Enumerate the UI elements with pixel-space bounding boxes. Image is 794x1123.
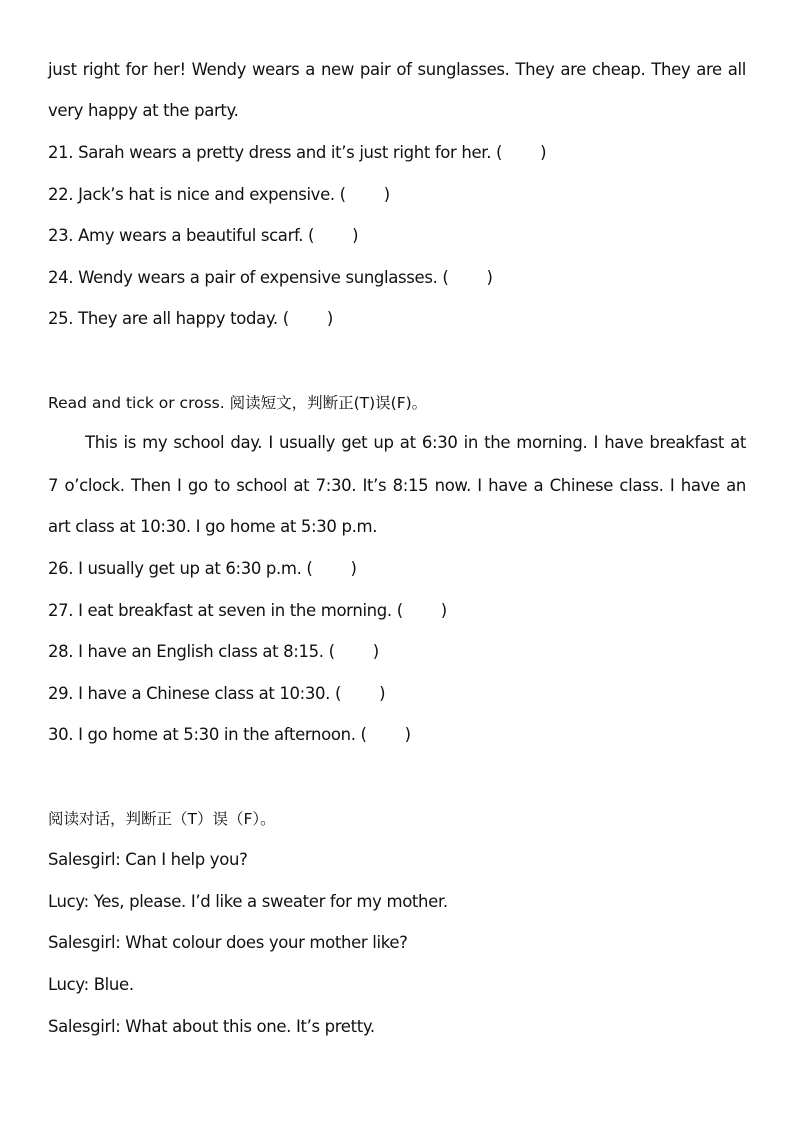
section-3-title: 阅读对话，判断正（T）误（F）。 xyxy=(48,810,276,828)
question-text: . Jack’s hat is nice and expensive. ( xyxy=(68,185,346,204)
question-22 xyxy=(48,184,390,206)
question-21 xyxy=(48,142,546,164)
question-text: . I usually get up at 6:30 p.m. ( xyxy=(68,559,313,578)
question-30 xyxy=(48,724,411,746)
question-text: . I go home at 5:30 in the afternoon. ( xyxy=(68,725,367,744)
answer-close: ) xyxy=(404,725,411,744)
question-number: 21 xyxy=(48,143,69,162)
answer-close: ) xyxy=(326,309,333,328)
question-number: 22 xyxy=(48,185,69,204)
question-text: . I eat breakfast at seven in the morning. ( xyxy=(68,601,403,620)
passage-line: just right for her! Wendy wears a new pair of sunglasses. They are cheap. They are all xyxy=(48,60,746,79)
passage-line: This is my school day. I usually get up at 6:30 in the morning. I have breakfast at xyxy=(85,433,746,452)
answer-close: ) xyxy=(383,185,390,204)
question-26 xyxy=(48,558,357,580)
dialogue-line: Salesgirl: What colour does your mother like? xyxy=(48,933,408,952)
question-text: . Wendy wears a pair of expensive sunglasses. ( xyxy=(68,268,449,287)
passage-line: art class at 10:30. I go home at 5:30 p.m. xyxy=(48,517,378,536)
question-24 xyxy=(48,267,493,289)
question-number: 25 xyxy=(48,309,69,328)
question-number: 26 xyxy=(48,559,69,578)
question-text: . I have an English class at 8:15. ( xyxy=(68,642,335,661)
question-number: 29 xyxy=(48,684,69,703)
dialogue-line: Lucy: Yes, please. I’d like a sweater for my mother. xyxy=(48,892,448,911)
passage-line: 7 o’clock. Then I go to school at 7:30. It’s 8:15 now. I have a Chinese class. I have an xyxy=(48,476,746,495)
question-number: 28 xyxy=(48,642,69,661)
answer-close: ) xyxy=(440,601,447,620)
question-29 xyxy=(48,683,385,705)
answer-close: ) xyxy=(350,559,357,578)
question-23 xyxy=(48,225,358,247)
question-number: 23 xyxy=(48,226,69,245)
question-number: 24 xyxy=(48,268,69,287)
dialogue-line: Salesgirl: Can I help you? xyxy=(48,850,248,869)
question-text: . Sarah wears a pretty dress and it’s just right for her. ( xyxy=(68,143,503,162)
question-text: . They are all happy today. ( xyxy=(68,309,289,328)
answer-close: ) xyxy=(352,226,359,245)
answer-close: ) xyxy=(540,143,547,162)
answer-close: ) xyxy=(486,268,493,287)
question-text: . I have a Chinese class at 10:30. ( xyxy=(68,684,342,703)
question-28 xyxy=(48,641,379,663)
dialogue-line: Salesgirl: What about this one. It’s pretty. xyxy=(48,1017,375,1036)
question-text: . Amy wears a beautiful scarf. ( xyxy=(68,226,315,245)
question-25 xyxy=(48,308,333,330)
passage-line: very happy at the party. xyxy=(48,101,239,120)
question-number: 27 xyxy=(48,601,69,620)
question-27 xyxy=(48,600,447,622)
section-2-title: Read and tick or cross. 阅读短文，判断正(T)误(F)。 xyxy=(48,394,428,412)
dialogue-line: Lucy: Blue. xyxy=(48,975,134,994)
question-number: 30 xyxy=(48,725,69,744)
answer-close: ) xyxy=(379,684,386,703)
answer-close: ) xyxy=(372,642,379,661)
